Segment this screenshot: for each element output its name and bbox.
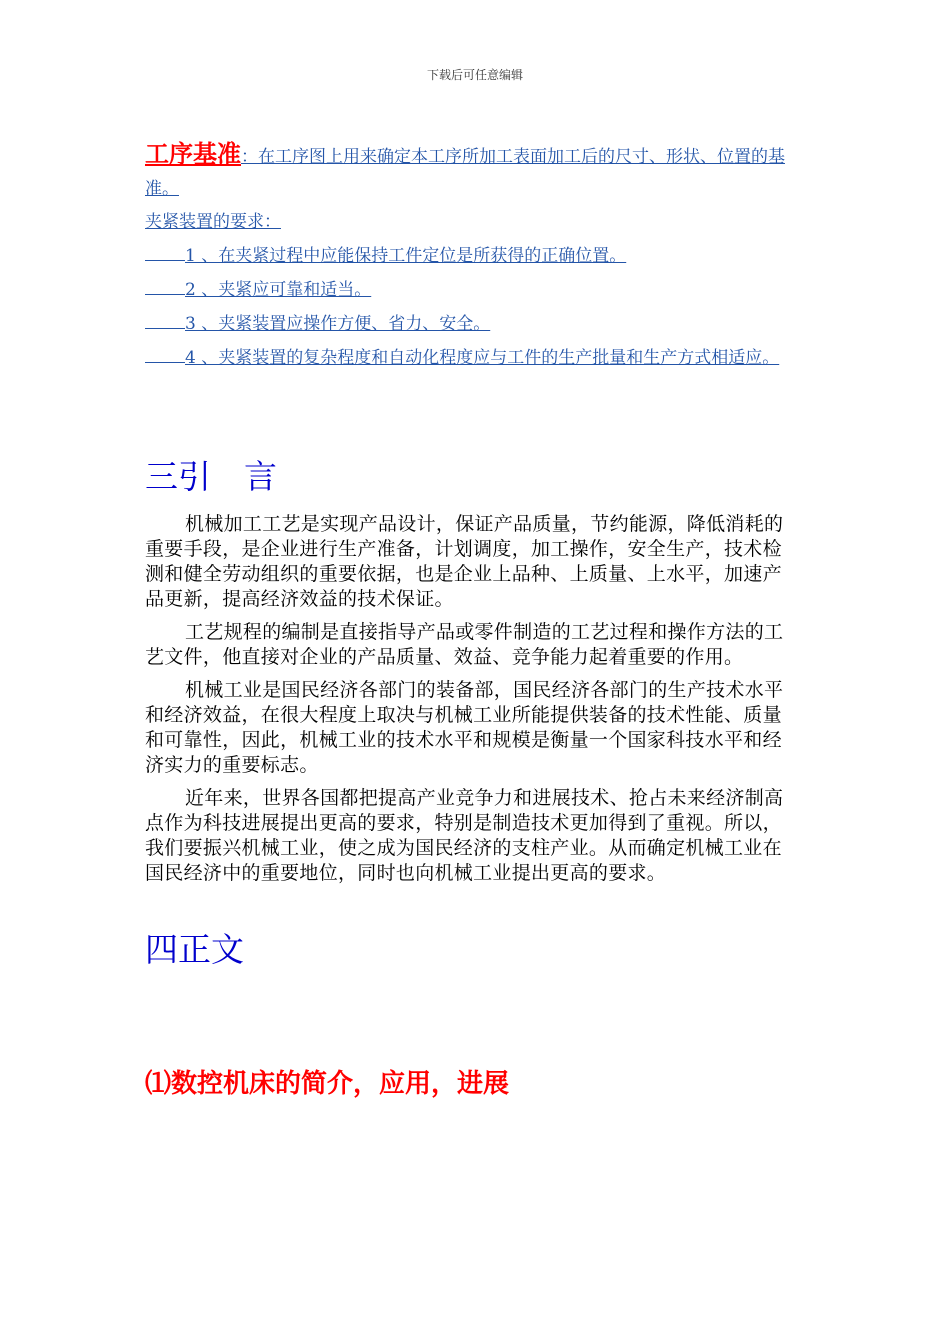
definition-paragraph (145, 138, 800, 205)
clamp-item-text[interactable]: 1 、在夹紧过程中应能保持工件定位是所获得的正确位置。 (185, 246, 627, 266)
intro-paragraph-2: 工艺规程的编制是直接指导产品或零件制造的工艺过程和操作方法的工艺文件，他直接对企业的产品质量、效益、竞争能力起着重要的作用。 (145, 621, 784, 668)
intro-paragraph-4: 近年来，世界各国都把提高产业竞争力和进展技术、抢占未来经济制高点作为科技进展提出更高的要求，特别是制造技术更加得到了重视。所以，我们要振兴机械工业，使之成为国民经济的支柱产业。从而确定机械工业在国民经济中的重要地位，同时也向机械工业提出更高的要求。 (145, 787, 784, 884)
clamp-item-text[interactable]: 4 、夹紧装置的复杂程度和自动化程度应与工件的生产批量和生产方式相适应。 (185, 348, 780, 368)
section-heading-main-text: 四正文 (145, 930, 244, 969)
subsection-heading-cnc: ⑴数控机床的简介，应用，进展 (145, 1069, 510, 1099)
clamp-item-text[interactable]: 3 、夹紧装置应操作方便、省力、安全。 (185, 314, 491, 334)
indent-underline (145, 310, 185, 329)
clamp-title (145, 209, 800, 235)
indent-underline (145, 276, 185, 295)
clamp-title-link[interactable]: 夹紧装置的要求： (145, 212, 281, 232)
intro-paragraph-1: 机械加工工艺是实现产品设计，保证产品质量，节约能源，降低消耗的重要手段，是企业进行生产准备，计划调度，加工操作，安全生产，技术检测和健全劳动组织的重要依据，也是企业上品种、上质量、上水平，加速产品更新，提高经济效益的技术保证。 (145, 513, 784, 610)
clamp-item-1 (145, 242, 800, 269)
definition-text[interactable]: ：在工序图上用来确定本工序所加工表面加工后的尺寸、形状、位置的基准。 (145, 147, 785, 199)
clamp-item-2 (145, 276, 800, 303)
document-body (145, 138, 800, 1100)
intro-paragraph-3: 机械工业是国民经济各部门的装备部，国民经济各部门的生产技术水平和经济效益，在很大程度上取决与机械工业所能提供装备的技术性能、质量和可靠性，因此，机械工业的技术水平和规模是衡量一个国家科技水平和经济实力的重要标志。 (145, 679, 784, 776)
clamp-item-4 (145, 344, 800, 371)
clamp-item-3 (145, 310, 800, 337)
definition-term[interactable]: 工序基准 (145, 140, 241, 168)
indent-underline (145, 242, 185, 261)
clamp-item-text[interactable]: 2 、夹紧应可靠和适当。 (185, 280, 372, 300)
indent-underline (145, 344, 185, 363)
section-heading-introduction: 三引 言 (145, 457, 277, 496)
page-header: 下载后可任意编辑 (426, 68, 523, 82)
